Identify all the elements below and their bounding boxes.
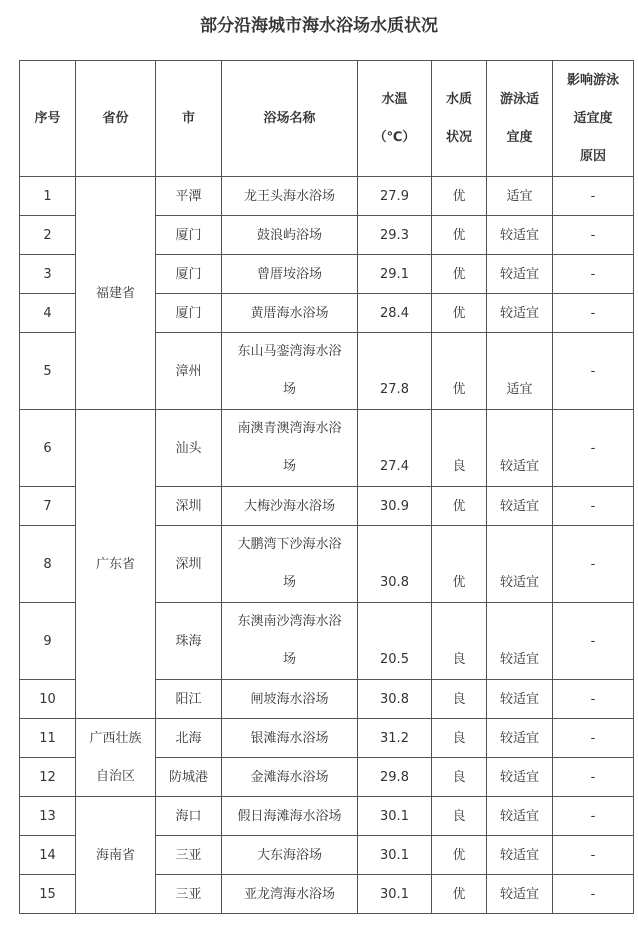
cell-suitability: 较适宜 <box>487 255 553 294</box>
cell-suitability: 较适宜 <box>487 680 553 719</box>
cell-reason: - <box>553 719 634 758</box>
cell-reason: - <box>553 487 634 526</box>
cell-city: 厦门 <box>156 216 222 255</box>
cell-temperature: 31.2 <box>358 719 432 758</box>
cell-quality: 优 <box>432 333 487 410</box>
cell-beach: 龙王头海水浴场 <box>222 177 358 216</box>
header-suitability-line1: 游泳适 <box>499 91 539 107</box>
cell-quality: 良 <box>432 758 487 797</box>
table-row <box>20 719 634 758</box>
cell-reason: - <box>553 410 634 487</box>
cell-beach-line1: 大鹏湾下沙海水浴 <box>237 537 342 552</box>
table-header-row <box>20 61 634 177</box>
cell-reason: - <box>553 836 634 875</box>
cell-suitability: 较适宜 <box>487 836 553 875</box>
cell-temperature: 30.8 <box>358 680 432 719</box>
cell-suitability: 适宜 <box>487 333 553 410</box>
cell-province: 福建省 <box>76 177 156 410</box>
cell-beach-line2: 场 <box>282 382 296 397</box>
cell-beach-line2: 场 <box>282 652 296 667</box>
page-title: 部分沿海城市海水浴场水质状况 <box>200 16 438 36</box>
cell-city: 北海 <box>156 719 222 758</box>
cell-index: 11 <box>20 719 76 758</box>
cell-temperature: 27.4 <box>358 410 432 487</box>
header-quality <box>432 61 487 177</box>
cell-reason: - <box>553 216 634 255</box>
cell-beach-line2: 场 <box>282 575 296 590</box>
cell-quality: 优 <box>432 216 487 255</box>
header-quality-line1: 水质 <box>445 91 472 107</box>
cell-index: 8 <box>20 526 76 603</box>
cell-temperature: 30.1 <box>358 836 432 875</box>
cell-suitability: 较适宜 <box>487 294 553 333</box>
cell-city: 珠海 <box>156 603 222 680</box>
cell-temperature: 30.1 <box>358 797 432 836</box>
cell-city: 平潭 <box>156 177 222 216</box>
cell-city: 厦门 <box>156 294 222 333</box>
cell-temperature: 29.8 <box>358 758 432 797</box>
cell-reason: - <box>553 294 634 333</box>
cell-city: 厦门 <box>156 255 222 294</box>
header-suitability <box>487 61 553 177</box>
cell-temperature: 29.1 <box>358 255 432 294</box>
cell-city: 深圳 <box>156 526 222 603</box>
header-reason-line2: 适宜度 <box>573 110 613 126</box>
cell-reason: - <box>553 875 634 914</box>
cell-city: 漳州 <box>156 333 222 410</box>
cell-quality: 优 <box>432 294 487 333</box>
header-reason-line3: 原因 <box>579 148 606 164</box>
table-row <box>20 797 634 836</box>
table-row <box>20 410 634 487</box>
cell-beach <box>222 603 358 680</box>
cell-beach <box>222 410 358 487</box>
cell-beach: 大梅沙海水浴场 <box>222 487 358 526</box>
cell-suitability: 较适宜 <box>487 410 553 487</box>
header-quality-line2: 状况 <box>445 129 472 145</box>
cell-index: 13 <box>20 797 76 836</box>
cell-index: 14 <box>20 836 76 875</box>
cell-suitability: 较适宜 <box>487 603 553 680</box>
cell-beach: 鼓浪屿浴场 <box>222 216 358 255</box>
cell-beach-line1: 南澳青澳湾海水浴 <box>237 421 342 436</box>
beach-water-quality-table <box>19 60 634 914</box>
header-suitability-line2: 宜度 <box>506 129 533 145</box>
cell-reason: - <box>553 333 634 410</box>
cell-province: 海南省 <box>76 797 156 914</box>
cell-province-line1: 广西壮族 <box>89 730 142 746</box>
cell-city: 深圳 <box>156 487 222 526</box>
cell-suitability: 适宜 <box>487 177 553 216</box>
cell-province: 广东省 <box>76 410 156 719</box>
cell-temperature: 29.3 <box>358 216 432 255</box>
cell-quality: 优 <box>432 526 487 603</box>
table-row <box>20 177 634 216</box>
cell-quality: 良 <box>432 680 487 719</box>
cell-reason: - <box>553 526 634 603</box>
header-province: 省份 <box>76 61 156 177</box>
cell-quality: 良 <box>432 719 487 758</box>
cell-city: 三亚 <box>156 875 222 914</box>
cell-index: 4 <box>20 294 76 333</box>
cell-index: 9 <box>20 603 76 680</box>
cell-reason: - <box>553 797 634 836</box>
cell-beach: 曾厝垵浴场 <box>222 255 358 294</box>
cell-province-line2: 自治区 <box>95 768 135 784</box>
cell-temperature: 30.8 <box>358 526 432 603</box>
cell-beach-line1: 东澳南沙湾海水浴 <box>237 614 342 629</box>
cell-temperature: 27.9 <box>358 177 432 216</box>
cell-beach: 黄厝海水浴场 <box>222 294 358 333</box>
cell-suitability: 较适宜 <box>487 875 553 914</box>
cell-quality: 良 <box>432 603 487 680</box>
cell-index: 5 <box>20 333 76 410</box>
cell-beach <box>222 526 358 603</box>
cell-beach: 银滩海水浴场 <box>222 719 358 758</box>
header-reason <box>553 61 634 177</box>
header-temperature <box>358 61 432 177</box>
cell-temperature: 20.5 <box>358 603 432 680</box>
cell-suitability: 较适宜 <box>487 216 553 255</box>
header-city: 市 <box>156 61 222 177</box>
header-reason-line1: 影响游泳 <box>566 72 619 88</box>
cell-beach: 假日海滩海水浴场 <box>222 797 358 836</box>
cell-city: 海口 <box>156 797 222 836</box>
cell-beach: 金滩海水浴场 <box>222 758 358 797</box>
cell-beach-line2: 场 <box>282 459 296 474</box>
cell-suitability: 较适宜 <box>487 758 553 797</box>
cell-city: 汕头 <box>156 410 222 487</box>
cell-beach: 大东海浴场 <box>222 836 358 875</box>
cell-index: 1 <box>20 177 76 216</box>
cell-quality: 优 <box>432 255 487 294</box>
cell-reason: - <box>553 177 634 216</box>
cell-suitability: 较适宜 <box>487 797 553 836</box>
cell-index: 2 <box>20 216 76 255</box>
cell-index: 3 <box>20 255 76 294</box>
cell-quality: 优 <box>432 487 487 526</box>
cell-temperature: 30.9 <box>358 487 432 526</box>
cell-index: 10 <box>20 680 76 719</box>
cell-suitability: 较适宜 <box>487 487 553 526</box>
cell-city: 防城港 <box>156 758 222 797</box>
cell-quality: 优 <box>432 177 487 216</box>
cell-index: 6 <box>20 410 76 487</box>
cell-index: 12 <box>20 758 76 797</box>
cell-index: 7 <box>20 487 76 526</box>
cell-quality: 优 <box>432 875 487 914</box>
cell-reason: - <box>553 255 634 294</box>
cell-beach: 闸坡海水浴场 <box>222 680 358 719</box>
cell-index: 15 <box>20 875 76 914</box>
cell-reason: - <box>553 758 634 797</box>
cell-beach: 亚龙湾海水浴场 <box>222 875 358 914</box>
header-temperature-line2: （℃） <box>373 129 416 145</box>
cell-quality: 良 <box>432 797 487 836</box>
header-index: 序号 <box>20 61 76 177</box>
cell-suitability: 较适宜 <box>487 719 553 758</box>
cell-province <box>76 719 156 797</box>
cell-quality: 优 <box>432 836 487 875</box>
cell-beach <box>222 333 358 410</box>
cell-city: 三亚 <box>156 836 222 875</box>
cell-temperature: 30.1 <box>358 875 432 914</box>
cell-beach-line1: 东山马銮湾海水浴 <box>237 344 342 359</box>
cell-reason: - <box>553 680 634 719</box>
cell-suitability: 较适宜 <box>487 526 553 603</box>
cell-quality: 良 <box>432 410 487 487</box>
cell-temperature: 27.8 <box>358 333 432 410</box>
cell-reason: - <box>553 603 634 680</box>
header-temperature-line1: 水温 <box>381 91 408 107</box>
cell-city: 阳江 <box>156 680 222 719</box>
cell-temperature: 28.4 <box>358 294 432 333</box>
header-beach: 浴场名称 <box>222 61 358 177</box>
